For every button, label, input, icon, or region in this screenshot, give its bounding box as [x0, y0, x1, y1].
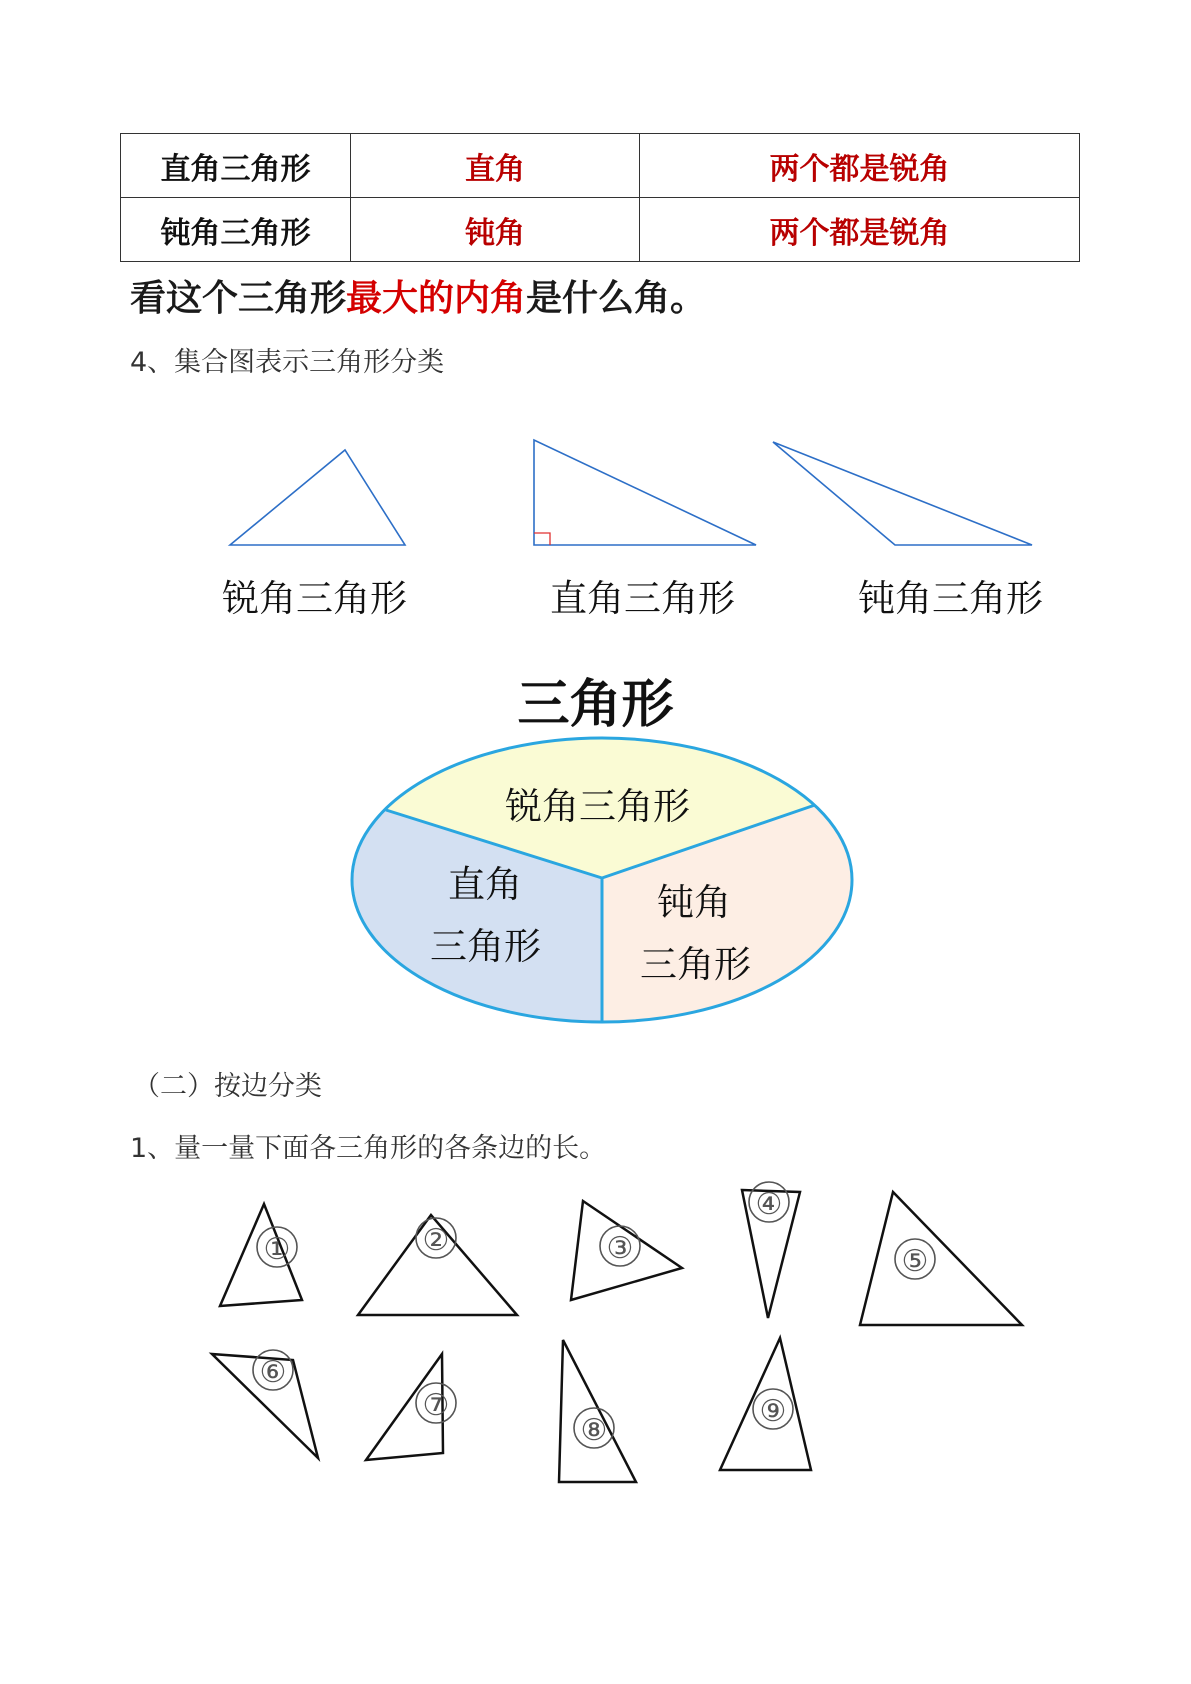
section-heading-by-sides: （二）按边分类	[133, 1071, 322, 1102]
tip-text-end: 是什么角。	[526, 278, 707, 319]
right-triangle-label: 直角三角形	[550, 577, 735, 620]
acute-triangle-label: 锐角三角形	[222, 577, 407, 620]
table-cell-other-angles: 两个都是锐角	[640, 198, 1080, 262]
table-cell-triangle-name: 直角三角形	[121, 134, 351, 198]
table-cell-triangle-name: 钝角三角形	[121, 198, 351, 262]
triangle-label-8: ⑧	[580, 1413, 608, 1448]
table-cell-largest-angle: 钝角	[351, 198, 640, 262]
triangle-label-7: ⑦	[422, 1388, 450, 1423]
acute-region-label: 锐角三角形	[505, 785, 690, 828]
triangle-7	[366, 1354, 456, 1460]
obtuse-triangle-label: 钝角三角形	[858, 577, 1043, 620]
triangle-6	[212, 1350, 318, 1458]
triangle-label-9: ⑨	[759, 1394, 787, 1429]
section-heading-set-diagram: 4、集合图表示三角形分类	[130, 347, 445, 378]
triangle-9	[720, 1338, 811, 1470]
right-region-label-line1: 直角	[448, 863, 522, 906]
triangle-label-4: ④	[755, 1187, 783, 1222]
triangle-4	[742, 1182, 800, 1318]
triangle-label-3: ③	[606, 1231, 634, 1266]
measure-task: 1、量一量下面各三角形的各条边的长。	[130, 1133, 607, 1164]
triangle-8	[559, 1340, 636, 1482]
triangle-3	[571, 1201, 682, 1300]
triangle-2	[358, 1215, 517, 1315]
triangle-label-1: ①	[263, 1232, 291, 1267]
tip-highlight: 最大的内角	[346, 278, 527, 319]
triangle-5	[860, 1192, 1022, 1325]
table-cell-other-angles: 两个都是锐角	[640, 134, 1080, 198]
right-region-label-line2: 三角形	[430, 925, 541, 968]
triangle-label-5: ⑤	[901, 1244, 929, 1279]
tip-text-start: 看这个三角形	[130, 278, 347, 319]
triangle-1	[220, 1204, 302, 1306]
obtuse-region-label-line2: 三角形	[640, 943, 751, 986]
set-diagram-title: 三角形	[517, 675, 674, 735]
obtuse-region-label-line1: 钝角	[657, 881, 731, 924]
triangle-label-2: ②	[422, 1223, 450, 1258]
triangle-label-6: ⑥	[259, 1355, 287, 1390]
table-cell-largest-angle: 直角	[351, 134, 640, 198]
